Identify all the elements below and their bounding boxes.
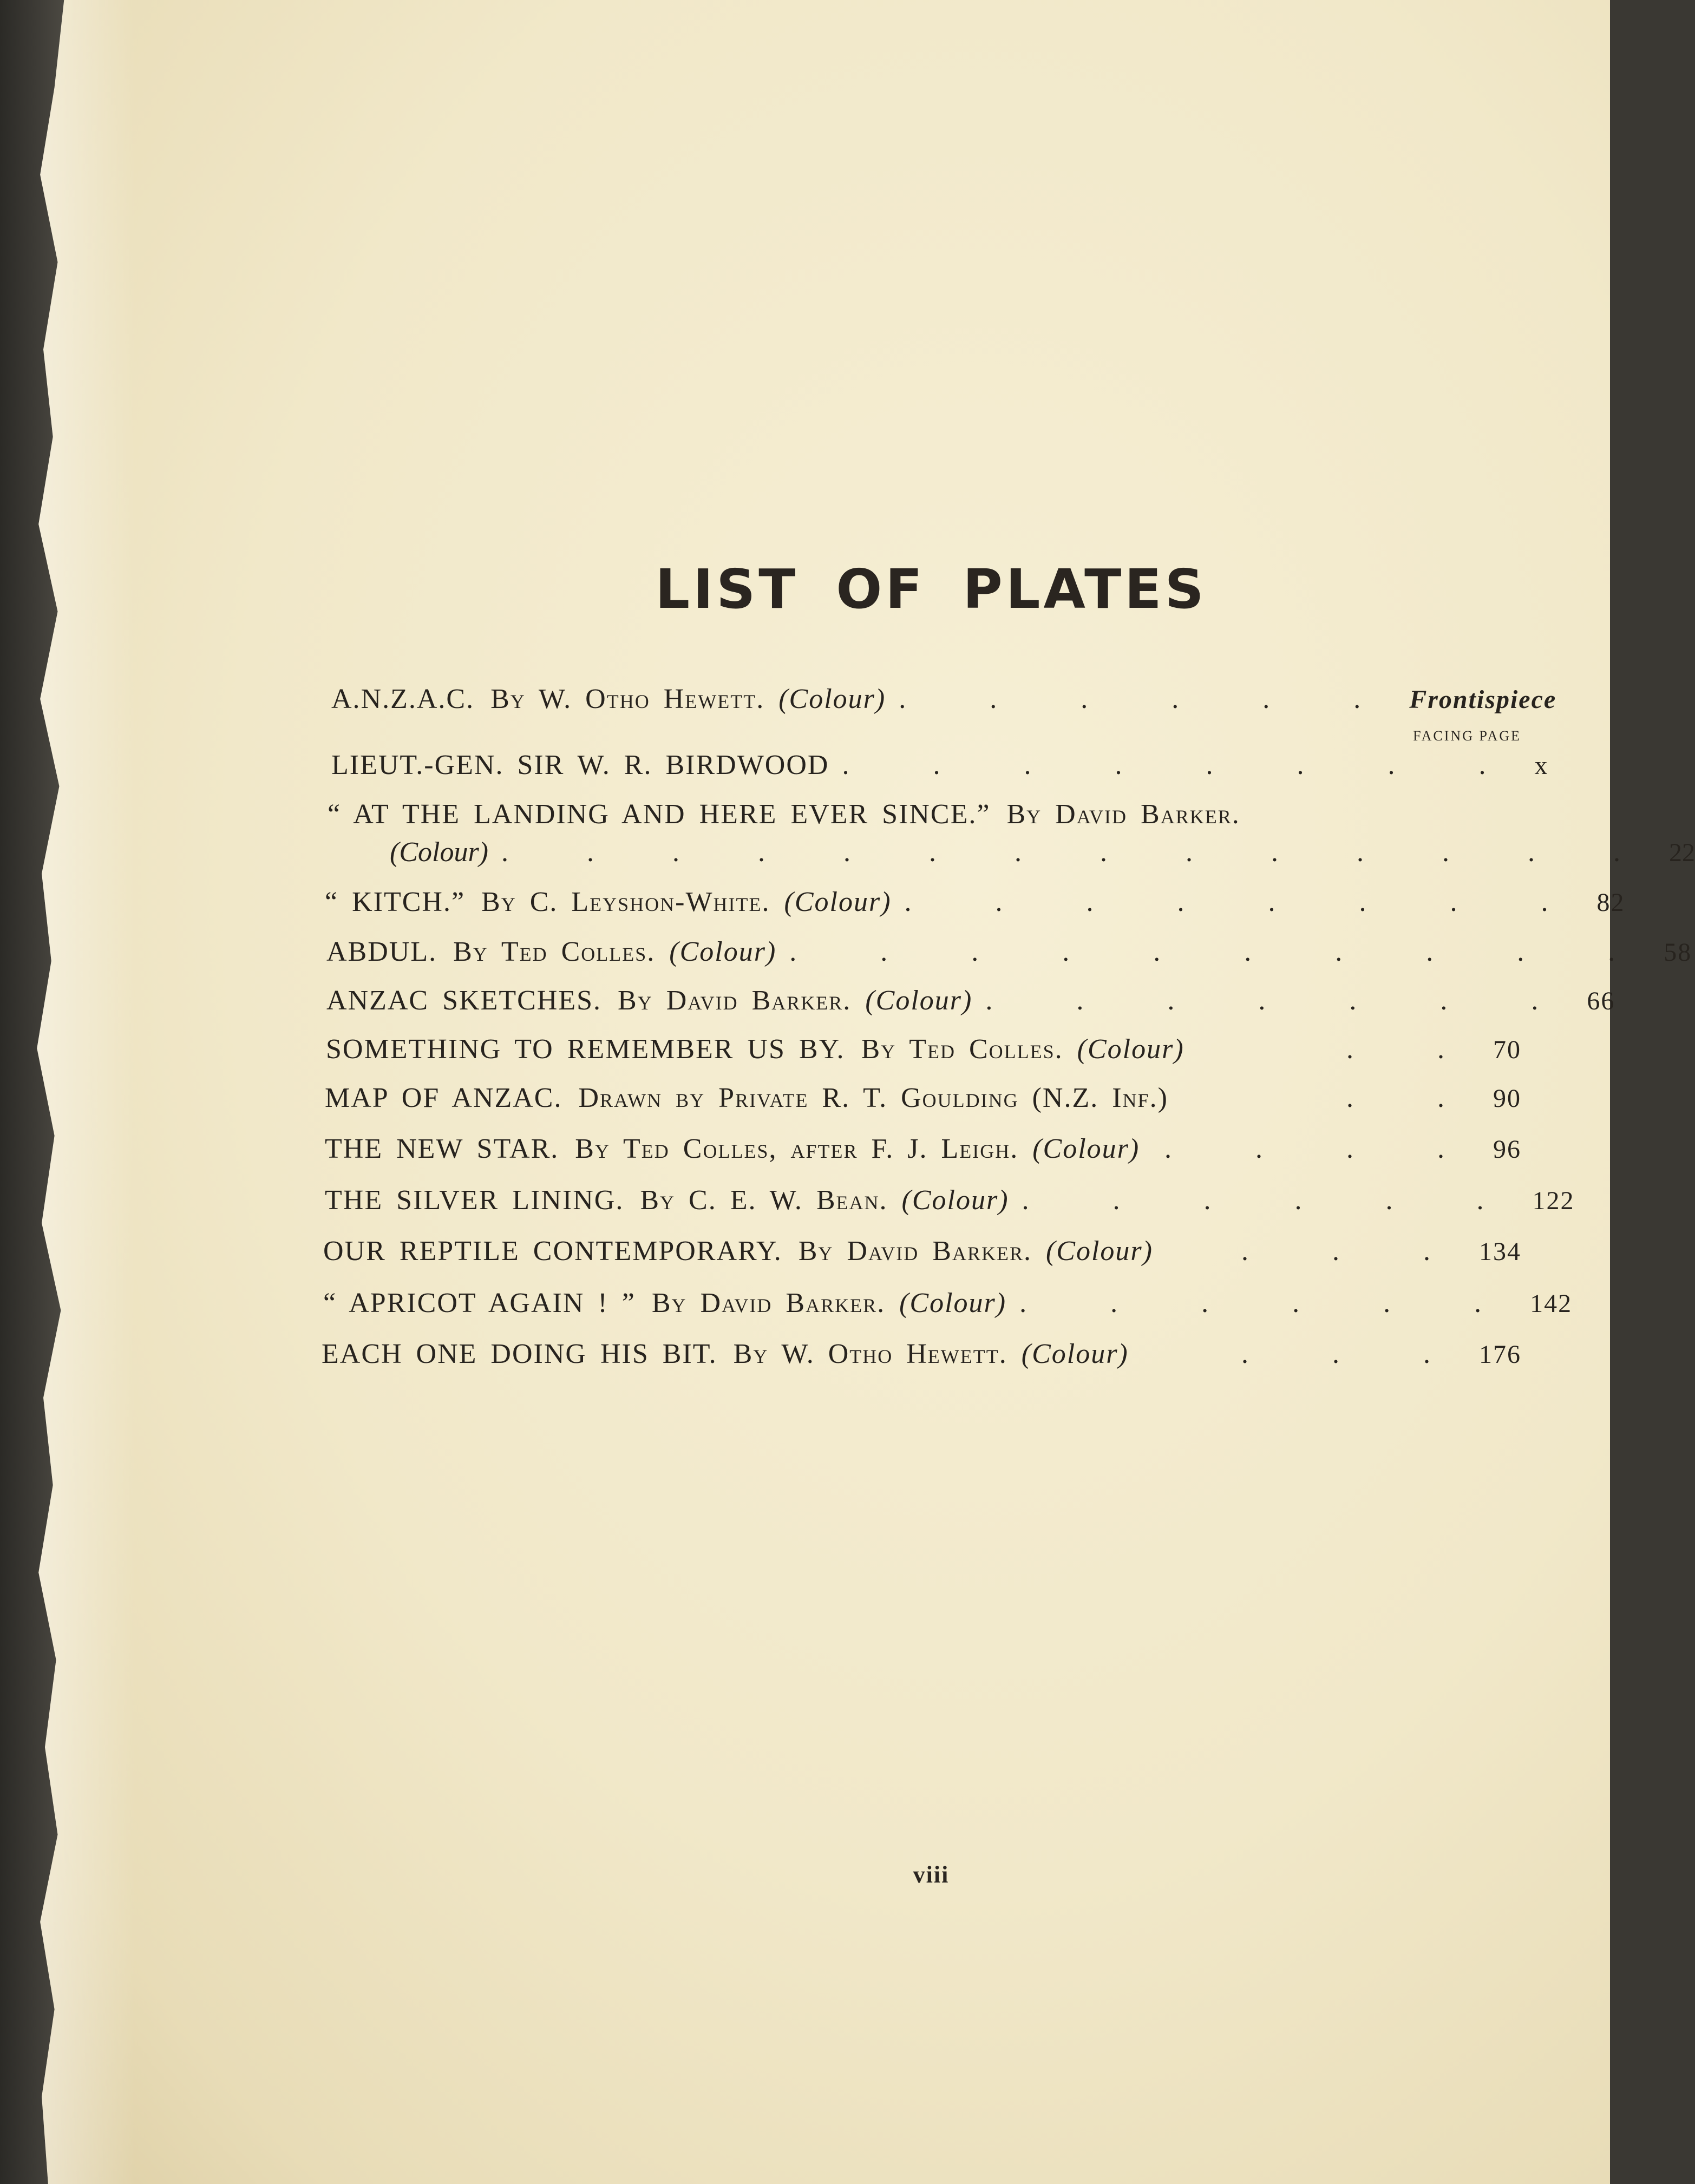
leader-dots: . . . . . . bbox=[899, 684, 1397, 714]
plate-artist: By W. Otho Hewett. bbox=[490, 684, 765, 714]
plate-title: SOMETHING TO REMEMBER US BY. bbox=[326, 1034, 845, 1065]
leader-dots: . . bbox=[1346, 1083, 1480, 1113]
leader-dots: . . bbox=[1346, 1034, 1480, 1065]
plate-artist: By C. Leyshon-White. bbox=[481, 887, 770, 917]
leader-dots: . . . . . . . . bbox=[842, 750, 1522, 781]
plate-entry-continuation bbox=[390, 836, 1695, 868]
plate-entry bbox=[331, 749, 1549, 781]
plate-colour-note: (Colour) bbox=[1021, 1339, 1129, 1369]
plate-title: A.N.Z.A.C. bbox=[331, 684, 475, 714]
plate-entry bbox=[326, 936, 1692, 968]
plate-colour-note: (Colour) bbox=[1045, 1236, 1153, 1267]
leader-dots: . . . . bbox=[1164, 1133, 1480, 1164]
leader-dots: . . . . . . . . . . . . . . bbox=[501, 837, 1656, 868]
plate-title: “ APRICOT AGAIN ! ” bbox=[323, 1288, 636, 1319]
plate-page: 134 bbox=[1479, 1237, 1521, 1266]
plate-artist: By Ted Colles. bbox=[453, 936, 656, 967]
plate-artist: By David Barker. bbox=[618, 985, 852, 1016]
plate-title: THE SILVER LINING. bbox=[325, 1185, 624, 1216]
leader-dots: . . . . . . bbox=[1019, 1288, 1517, 1319]
leader-dots: . . . . . . . . bbox=[904, 887, 1584, 917]
plate-page: 66 bbox=[1587, 987, 1615, 1015]
plate-title: MAP OF ANZAC. bbox=[325, 1083, 562, 1113]
plate-page: 142 bbox=[1530, 1289, 1573, 1318]
plate-page: 176 bbox=[1479, 1340, 1521, 1369]
plate-colour-note: (Colour) bbox=[784, 887, 892, 917]
plate-page: 22 bbox=[1669, 838, 1695, 867]
plate-artist: By David Barker. bbox=[1006, 799, 1240, 830]
page-title: LIST OF PLATES bbox=[655, 558, 1207, 621]
leader-dots: . . . bbox=[1241, 1236, 1466, 1267]
plate-entry bbox=[325, 886, 1625, 918]
plate-page: Frontispiece bbox=[1409, 685, 1557, 714]
plate-colour-note: (Colour) bbox=[778, 684, 886, 714]
plate-entry bbox=[323, 1287, 1573, 1319]
leader-dots: . . . bbox=[1241, 1339, 1466, 1369]
plate-entry bbox=[325, 1082, 1521, 1114]
plate-colour-note: (Colour) bbox=[1032, 1133, 1140, 1164]
plate-entry bbox=[323, 1235, 1521, 1267]
plate-artist: By David Barker. bbox=[798, 1236, 1032, 1267]
leader-dots: . . . . . . bbox=[1022, 1185, 1520, 1216]
plate-entry bbox=[331, 683, 1557, 715]
plate-entry bbox=[325, 1133, 1521, 1165]
page-folio: viii bbox=[913, 1861, 950, 1888]
plate-page: 58 bbox=[1664, 938, 1692, 967]
plate-title: ANZAC SKETCHES. bbox=[326, 985, 602, 1016]
plate-entry bbox=[325, 1184, 1575, 1216]
plate-artist: Drawn by Private R. T. Goulding (N.Z. Inf.) bbox=[578, 1083, 1168, 1113]
plate-colour-note: (Colour) bbox=[390, 837, 488, 868]
leader-dots: . . . . . . . bbox=[985, 985, 1574, 1016]
plate-page: 122 bbox=[1532, 1186, 1575, 1215]
facing-page-label: FACING PAGE bbox=[1413, 728, 1521, 744]
plate-colour-note: (Colour) bbox=[669, 936, 777, 967]
plate-page: 70 bbox=[1493, 1035, 1521, 1064]
plate-artist: By David Barker. bbox=[651, 1288, 886, 1319]
plate-entry bbox=[328, 798, 1521, 830]
plate-artist: By Ted Colles, after F. J. Leigh. bbox=[575, 1133, 1019, 1164]
plate-title: THE NEW STAR. bbox=[325, 1133, 559, 1164]
plate-artist: By W. Otho Hewett. bbox=[733, 1339, 1007, 1369]
plate-entry bbox=[326, 985, 1615, 1016]
plate-colour-note: (Colour) bbox=[865, 985, 973, 1016]
plate-page: x bbox=[1534, 751, 1549, 780]
plate-title: OUR REPTILE CONTEMPORARY. bbox=[323, 1236, 782, 1267]
plate-title: “ KITCH.” bbox=[325, 887, 466, 917]
plate-entry bbox=[322, 1338, 1521, 1370]
plate-page: 82 bbox=[1596, 888, 1625, 917]
plate-colour-note: (Colour) bbox=[1077, 1034, 1184, 1065]
plate-colour-note: (Colour) bbox=[901, 1185, 1009, 1216]
leader-dots: . . . . . . . . . . bbox=[789, 936, 1651, 967]
plate-artist: By C. E. W. Bean. bbox=[640, 1185, 888, 1216]
plate-colour-note: (Colour) bbox=[899, 1288, 1007, 1319]
plate-title: “ AT THE LANDING AND HERE EVER SINCE.” bbox=[328, 799, 991, 830]
plate-title: ABDUL. bbox=[326, 936, 437, 967]
plate-entry bbox=[326, 1033, 1521, 1065]
plate-page: 96 bbox=[1493, 1135, 1521, 1164]
plate-page: 90 bbox=[1493, 1084, 1521, 1113]
plate-artist: By Ted Colles. bbox=[861, 1034, 1063, 1065]
plate-title: EACH ONE DOING HIS BIT. bbox=[322, 1339, 717, 1369]
plate-title: LIEUT.-GEN. SIR W. R. BIRDWOOD bbox=[331, 750, 829, 781]
